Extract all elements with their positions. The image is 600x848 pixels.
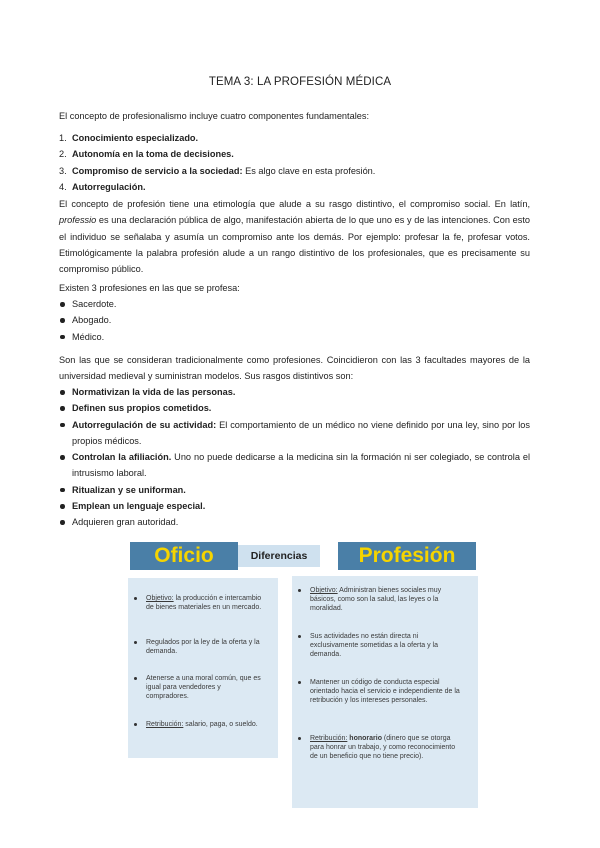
page-title: TEMA 3: LA PROFESIÓN MÉDICA bbox=[208, 76, 392, 88]
comparison-figure bbox=[124, 540, 478, 776]
traits-list bbox=[59, 384, 530, 531]
list-item: Regulados por la ley de la oferta y la demanda. bbox=[128, 638, 264, 656]
list-item: Autorregulación de su actividad: El comportamiento de un médico no viene definido por una ley, sino por los propios médicos. bbox=[59, 417, 530, 450]
diferencias-header: Diferencias bbox=[238, 545, 320, 567]
list-item: 2. Autonomía en la toma de decisiones. bbox=[59, 149, 234, 160]
list-item: Retribución: honorario (dinero que se otorga para honrar un trabajo, y como reconocimiento de un beneficio que no tiene precio). bbox=[292, 734, 460, 762]
etymology-paragraph: El concepto de profesión tiene una etimología que alude a su rasgo distintivo, el compromiso social. En latín, professio es una declaración pública de algo, manifestación abierta de lo que uno es y de las intenciones. Con esto el individuo se señalaba y asumía un compromiso ante los demás. Por ejemplo: profesar la fe, profesar votos. Etimológicamente la palabra profesión alude a un rango distintivo de los profesionales, que es precisamente su compromiso público. bbox=[59, 199, 530, 275]
list-item: Normativizan la vida de las personas. bbox=[59, 384, 530, 400]
list-item: Retribución: salario, paga, o sueldo. bbox=[128, 720, 264, 729]
list-item: 4. Autorregulación. bbox=[59, 181, 146, 192]
list-item: Emplean un lenguaje especial. bbox=[59, 498, 530, 514]
list-item: Adquieren gran autoridad. bbox=[59, 514, 530, 530]
list-item: Mantener un código de conducta especial orientado hacia el servicio e independiente de la retribución y los intereses personales. bbox=[292, 678, 460, 706]
traits-intro: Son las que se consideran tradicionalmente como profesiones. Coincidieron con las 3 facultades mayores de la universidad medieval y suministran modelos. Sus rasgos distintivos son: bbox=[59, 355, 530, 382]
profesion-header: Profesión bbox=[338, 542, 476, 570]
list-item: Objetivo: Administran bienes sociales muy básicos, como son la salud, las leyes o la moralidad. bbox=[292, 586, 460, 614]
list-item: Sacerdote. bbox=[59, 296, 530, 312]
list-item: Atenerse a una moral común, que es igual para vendedores y compradores. bbox=[128, 674, 264, 702]
intro-paragraph: El concepto de profesionalismo incluye cuatro componentes fundamentales: bbox=[59, 111, 370, 121]
three-professions-list bbox=[59, 296, 530, 345]
list-item: Ritualizan y se uniforman. bbox=[59, 482, 530, 498]
list-item: 3. Compromiso de servicio a la sociedad: Es algo clave en esta profesión. bbox=[59, 165, 376, 176]
list-item: Controlan la afiliación. Uno no puede dedicarse a la medicina sin la formación ni ser colegiado, se controla el intrusismo laboral. bbox=[59, 449, 530, 482]
oficio-header: Oficio bbox=[130, 542, 238, 570]
profesion-column bbox=[292, 576, 478, 808]
three-professions-intro: Existen 3 profesiones en las que se profesa: bbox=[59, 283, 240, 293]
list-item: Sus actividades no están directa ni exclusivamente sometidas a la oferta y la demanda. bbox=[292, 632, 460, 660]
list-item: Definen sus propios cometidos. bbox=[59, 400, 530, 416]
components-list bbox=[59, 130, 530, 195]
list-item: Objetivo: la producción e intercambio de bienes materiales en un mercado. bbox=[128, 594, 264, 612]
list-item: 1. Conocimiento especializado. bbox=[59, 133, 199, 143]
list-item: Médico. bbox=[59, 329, 530, 345]
list-item: Abogado. bbox=[59, 312, 530, 328]
oficio-column bbox=[128, 578, 278, 758]
